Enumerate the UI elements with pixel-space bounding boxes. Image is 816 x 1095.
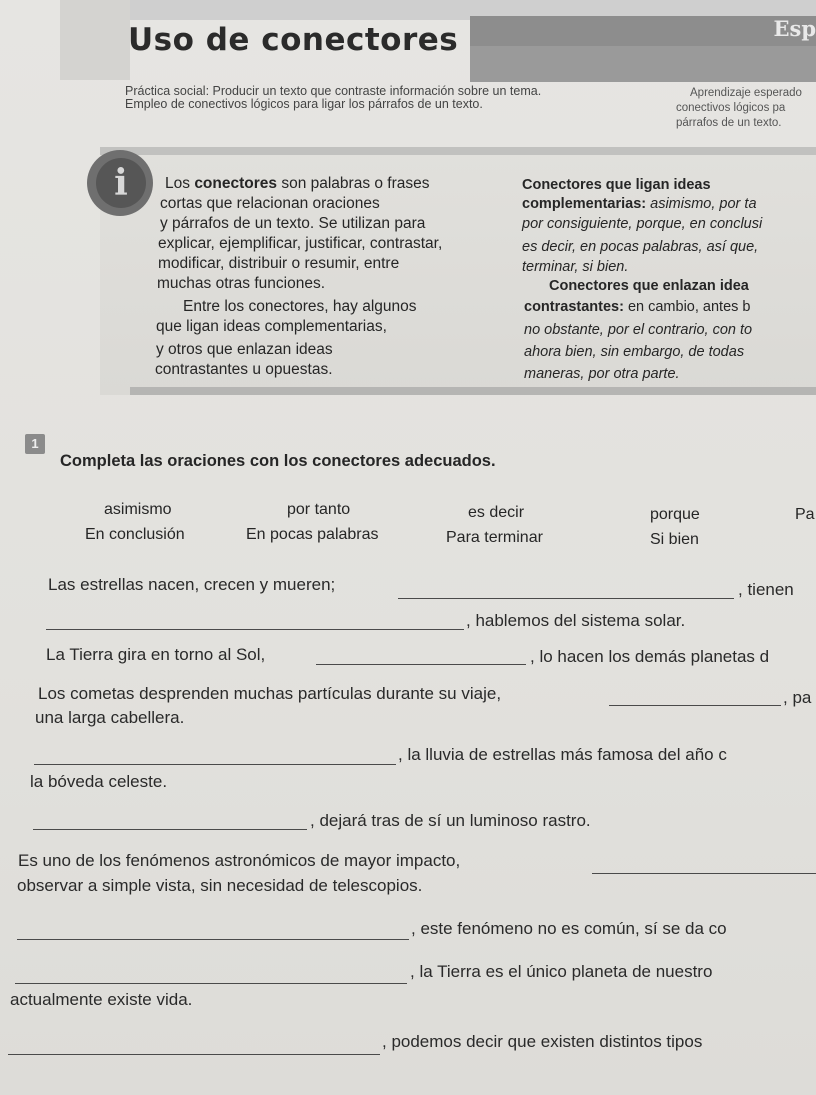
connector-list: asimismo, por ta <box>646 196 757 212</box>
answer-blank[interactable] <box>8 1054 380 1055</box>
word-bank-item: es decir <box>468 504 525 521</box>
info-left-line: muchas otras funciones. <box>157 275 326 292</box>
info-i-icon: i <box>96 158 146 208</box>
practica-social: Práctica social: Producir un texto que contraste información sobre un tema. <box>125 84 542 98</box>
sentence-text: Es uno de los fenómenos astronómicos de mayor impacto, <box>18 851 461 870</box>
connector-list: en cambio, antes b <box>623 299 751 315</box>
sentence-text: , este fenómeno no es común, sí se da co <box>411 919 727 938</box>
answer-blank[interactable] <box>15 983 407 984</box>
contrastantes-heading: Conectores que enlazan idea <box>549 278 749 294</box>
connector-list: maneras, por otra parte. <box>524 366 680 382</box>
info-keyword: conectores <box>194 175 278 192</box>
word-bank-item: Pa <box>795 506 815 523</box>
connector-list: no obstante, por el contrario, con to <box>524 322 753 338</box>
sentence-text: actualmente existe vida. <box>10 990 193 1009</box>
answer-blank[interactable] <box>592 873 816 874</box>
info-left-line: contrastantes u opuestas. <box>155 361 333 378</box>
page-title: Uso de conectores <box>128 22 459 58</box>
info-text: Los <box>165 175 195 192</box>
aprendizaje-esperado-title: Aprendizaje esperado <box>690 87 802 99</box>
word-bank-item: porque <box>650 506 700 523</box>
info-left-line: que ligan ideas complementarias, <box>156 318 387 335</box>
answer-blank[interactable] <box>316 664 526 665</box>
contrastantes-line <box>524 299 750 315</box>
word-bank-item: asimismo <box>104 501 172 518</box>
word-bank-item: Para terminar <box>446 529 543 546</box>
info-left-line: y otros que enlazan ideas <box>156 341 333 358</box>
info-left-line: y párrafos de un texto. Se utilizan para <box>160 215 426 232</box>
info-left-line: Entre los conectores, hay algunos <box>183 298 417 315</box>
sentence-text: , dejará tras de sí un luminoso rastro. <box>310 811 591 830</box>
sentence-text: , pa <box>783 688 812 707</box>
sentence-text: , tienen <box>738 580 794 599</box>
sentence-text: Las estrellas nacen, crecen y mueren; <box>48 575 336 594</box>
word-bank-item: por tanto <box>287 501 351 518</box>
section-band-lower <box>470 46 816 82</box>
sentence-text: , la Tierra es el único planeta de nuestro <box>410 962 713 981</box>
info-left-line: modificar, distribuir o resumir, entre <box>158 255 400 272</box>
word-bank-item: En conclusión <box>85 526 185 543</box>
aprendizaje-line-3: párrafos de un texto. <box>676 117 782 129</box>
complementarias-line <box>522 196 757 212</box>
sentence-text: , la lluvia de estrellas más famosa del año c <box>398 745 727 764</box>
sentence-text: , podemos decir que existen distintos tipos <box>382 1032 703 1051</box>
info-left-line: explicar, ejemplificar, justificar, contrastar, <box>158 235 443 252</box>
header-tab <box>60 0 130 80</box>
info-box-top-edge <box>100 147 816 155</box>
answer-blank[interactable] <box>46 629 464 630</box>
aprendizaje-line-2: conectivos lógicos pa <box>676 102 786 114</box>
sentence-text: una larga cabellera. <box>35 708 185 727</box>
info-text: son palabras o frases <box>277 175 430 192</box>
word-bank-item: Si bien <box>650 531 699 548</box>
connector-list: es decir, en pocas palabras, así que, <box>522 239 759 255</box>
complementarias-label: complementarias: <box>522 196 647 212</box>
contrastantes-label: contrastantes: <box>524 299 624 315</box>
complementarias-heading: Conectores que ligan ideas <box>522 177 711 193</box>
answer-blank[interactable] <box>609 705 781 706</box>
connector-list: por consiguiente, porque, en conclusi <box>522 216 763 232</box>
info-box-bottom-edge <box>130 387 816 395</box>
empleo-conectivos: Empleo de conectivos lógicos para ligar los párrafos de un texto. <box>125 97 483 111</box>
section-tab-label: Esp <box>773 16 816 41</box>
info-left-line: cortas que relacionan oraciones <box>160 195 380 212</box>
connector-list: terminar, si bien. <box>522 259 629 275</box>
exercise-instruction: Completa las oraciones con los conectores adecuados. <box>60 452 496 470</box>
answer-blank[interactable] <box>17 939 409 940</box>
answer-blank[interactable] <box>398 598 734 599</box>
connector-list: ahora bien, sin embargo, de todas <box>524 344 745 360</box>
word-bank-item: En pocas palabras <box>246 526 379 543</box>
sentence-text: Los cometas desprenden muchas partículas durante su viaje, <box>38 684 502 703</box>
answer-blank[interactable] <box>33 829 307 830</box>
sentence-text: la bóveda celeste. <box>30 772 168 791</box>
sentence-text: , hablemos del sistema solar. <box>466 611 686 630</box>
sentence-text: , lo hacen los demás planetas d <box>530 647 770 666</box>
answer-blank[interactable] <box>34 764 396 765</box>
sentence-text: La Tierra gira en torno al Sol, <box>46 645 266 664</box>
exercise-number: 1 <box>25 434 45 454</box>
info-left-line-1 <box>165 175 430 193</box>
sentence-text: observar a simple vista, sin necesidad de telescopios. <box>17 876 423 895</box>
